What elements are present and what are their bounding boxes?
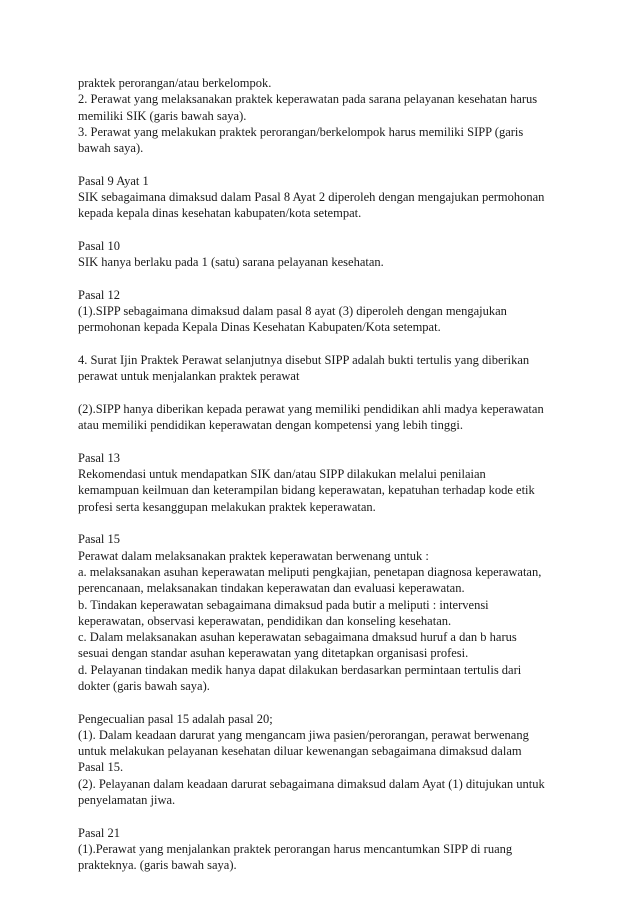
text-line: Pasal 15 (78, 532, 121, 547)
paragraph-5 (78, 352, 573, 385)
text-line: c. Dalam melaksanakan asuhan keperawatan sebagaimana dmaksud huruf a dan b harus (78, 630, 517, 645)
paragraph-10 (78, 825, 573, 874)
text-line: 2. Perawat yang melaksanakan praktek keperawatan pada sarana pelayanan kesehatan harus (78, 92, 538, 107)
text-line: 3. Perawat yang melakukan praktek perorangan/berkelompok harus memiliki SIPP (garis (78, 124, 524, 139)
paragraph-3 (78, 238, 573, 271)
text-line: Pasal 12 (78, 287, 121, 302)
text-line: (2).SIPP hanya diberikan kepada perawat yang memiliki pendidikan ahli madya keperawatan (78, 401, 544, 416)
text-line: (1).SIPP sebagaimana dimaksud dalam pasal 8 ayat (3) diperoleh dengan mengajukan (78, 304, 507, 319)
text-line: perencanaan, melaksanakan tindakan keperawatan dan evaluasi keperawatan. (78, 581, 465, 596)
text-line: permohonan kepada Kepala Dinas Kesehatan Kabupaten/Kota setempat. (78, 320, 441, 335)
text-line: Pasal 9 Ayat 1 (78, 173, 149, 188)
text-line: sesuai dengan standar asuhan keperawatan yang ditetapkan organisasi profesi. (78, 646, 469, 661)
text-line: Perawat dalam melaksanakan praktek keperawatan berwenang untuk : (78, 548, 429, 563)
text-line: SIK sebagaimana dimaksud dalam Pasal 8 Ayat 2 diperoleh dengan mengajukan permohonan (78, 190, 545, 205)
text-line: prakteknya. (garis bawah saya). (78, 858, 237, 873)
text-line: (1).Perawat yang menjalankan praktek perorangan harus mencantumkan SIPP di ruang (78, 841, 513, 856)
paragraph-8 (78, 531, 573, 694)
text-line: Rekomendasi untuk mendapatkan SIK dan/atau SIPP dilakukan melalui penilaian (78, 467, 486, 482)
text-line: atau memiliki pendidikan keperawatan dengan kompetensi yang lebih tinggi. (78, 418, 463, 433)
text-line: d. Pelayanan tindakan medik hanya dapat dilakukan berdasarkan permintaan tertulis dari (78, 662, 522, 677)
text-line: dokter (garis bawah saya). (78, 678, 210, 693)
text-line: SIK hanya berlaku pada 1 (satu) sarana pelayanan kesehatan. (78, 255, 384, 270)
paragraph-1 (78, 75, 573, 156)
text-line: 4. Surat Ijin Praktek Perawat selanjutnya disebut SIPP adalah bukti tertulis yang diberikan (78, 353, 530, 368)
text-line: (2). Pelayanan dalam keadaan darurat sebagaimana dimaksud dalam Ayat (1) ditujukan untuk (78, 776, 545, 791)
text-line: memiliki SIK (garis bawah saya). (78, 108, 247, 123)
text-line: b. Tindakan keperawatan sebagaimana dimaksud pada butir a meliputi : intervensi (78, 597, 489, 612)
text-line: (1). Dalam keadaan darurat yang mengancam jiwa pasien/perorangan, perawat berwenang (78, 727, 529, 742)
text-line: Pasal 13 (78, 450, 121, 465)
text-line: profesi serta kesanggupan melakukan praktek keperawatan. (78, 499, 376, 514)
text-line: Pasal 21 (78, 825, 121, 840)
text-line: Pengecualian pasal 15 adalah pasal 20; (78, 711, 273, 726)
text-line: penyelamatan jiwa. (78, 793, 176, 808)
paragraph-2 (78, 173, 573, 222)
text-line: praktek perorangan/atau berkelompok. (78, 76, 272, 90)
text-line: kemampuan keilmuan dan keterampilan bidang keperawatan, kepatuhan terhadap kode etik (78, 483, 535, 498)
text-line: keperawatan, observasi keperawatan, pendidikan dan konseling kesehatan. (78, 613, 452, 628)
paragraph-4 (78, 287, 573, 336)
text-line: perawat untuk menjalankan praktek perawat (78, 369, 300, 384)
text-line: a. melaksanakan asuhan keperawatan meliputi pengkajian, penetapan diagnosa keperawatan, (78, 564, 542, 579)
paragraph-7 (78, 450, 573, 515)
paragraph-9 (78, 711, 573, 809)
paragraph-6 (78, 401, 573, 434)
text-line: Pasal 15. (78, 760, 124, 775)
text-line: Pasal 10 (78, 238, 121, 253)
text-line: kepada kepala dinas kesehatan kabupaten/kota setempat. (78, 206, 362, 221)
text-line: bawah saya). (78, 141, 144, 156)
document-body (78, 75, 573, 890)
text-line: untuk melakukan pelayanan kesehatan diluar kewenangan sebagaimana dimaksud dalam (78, 744, 522, 759)
